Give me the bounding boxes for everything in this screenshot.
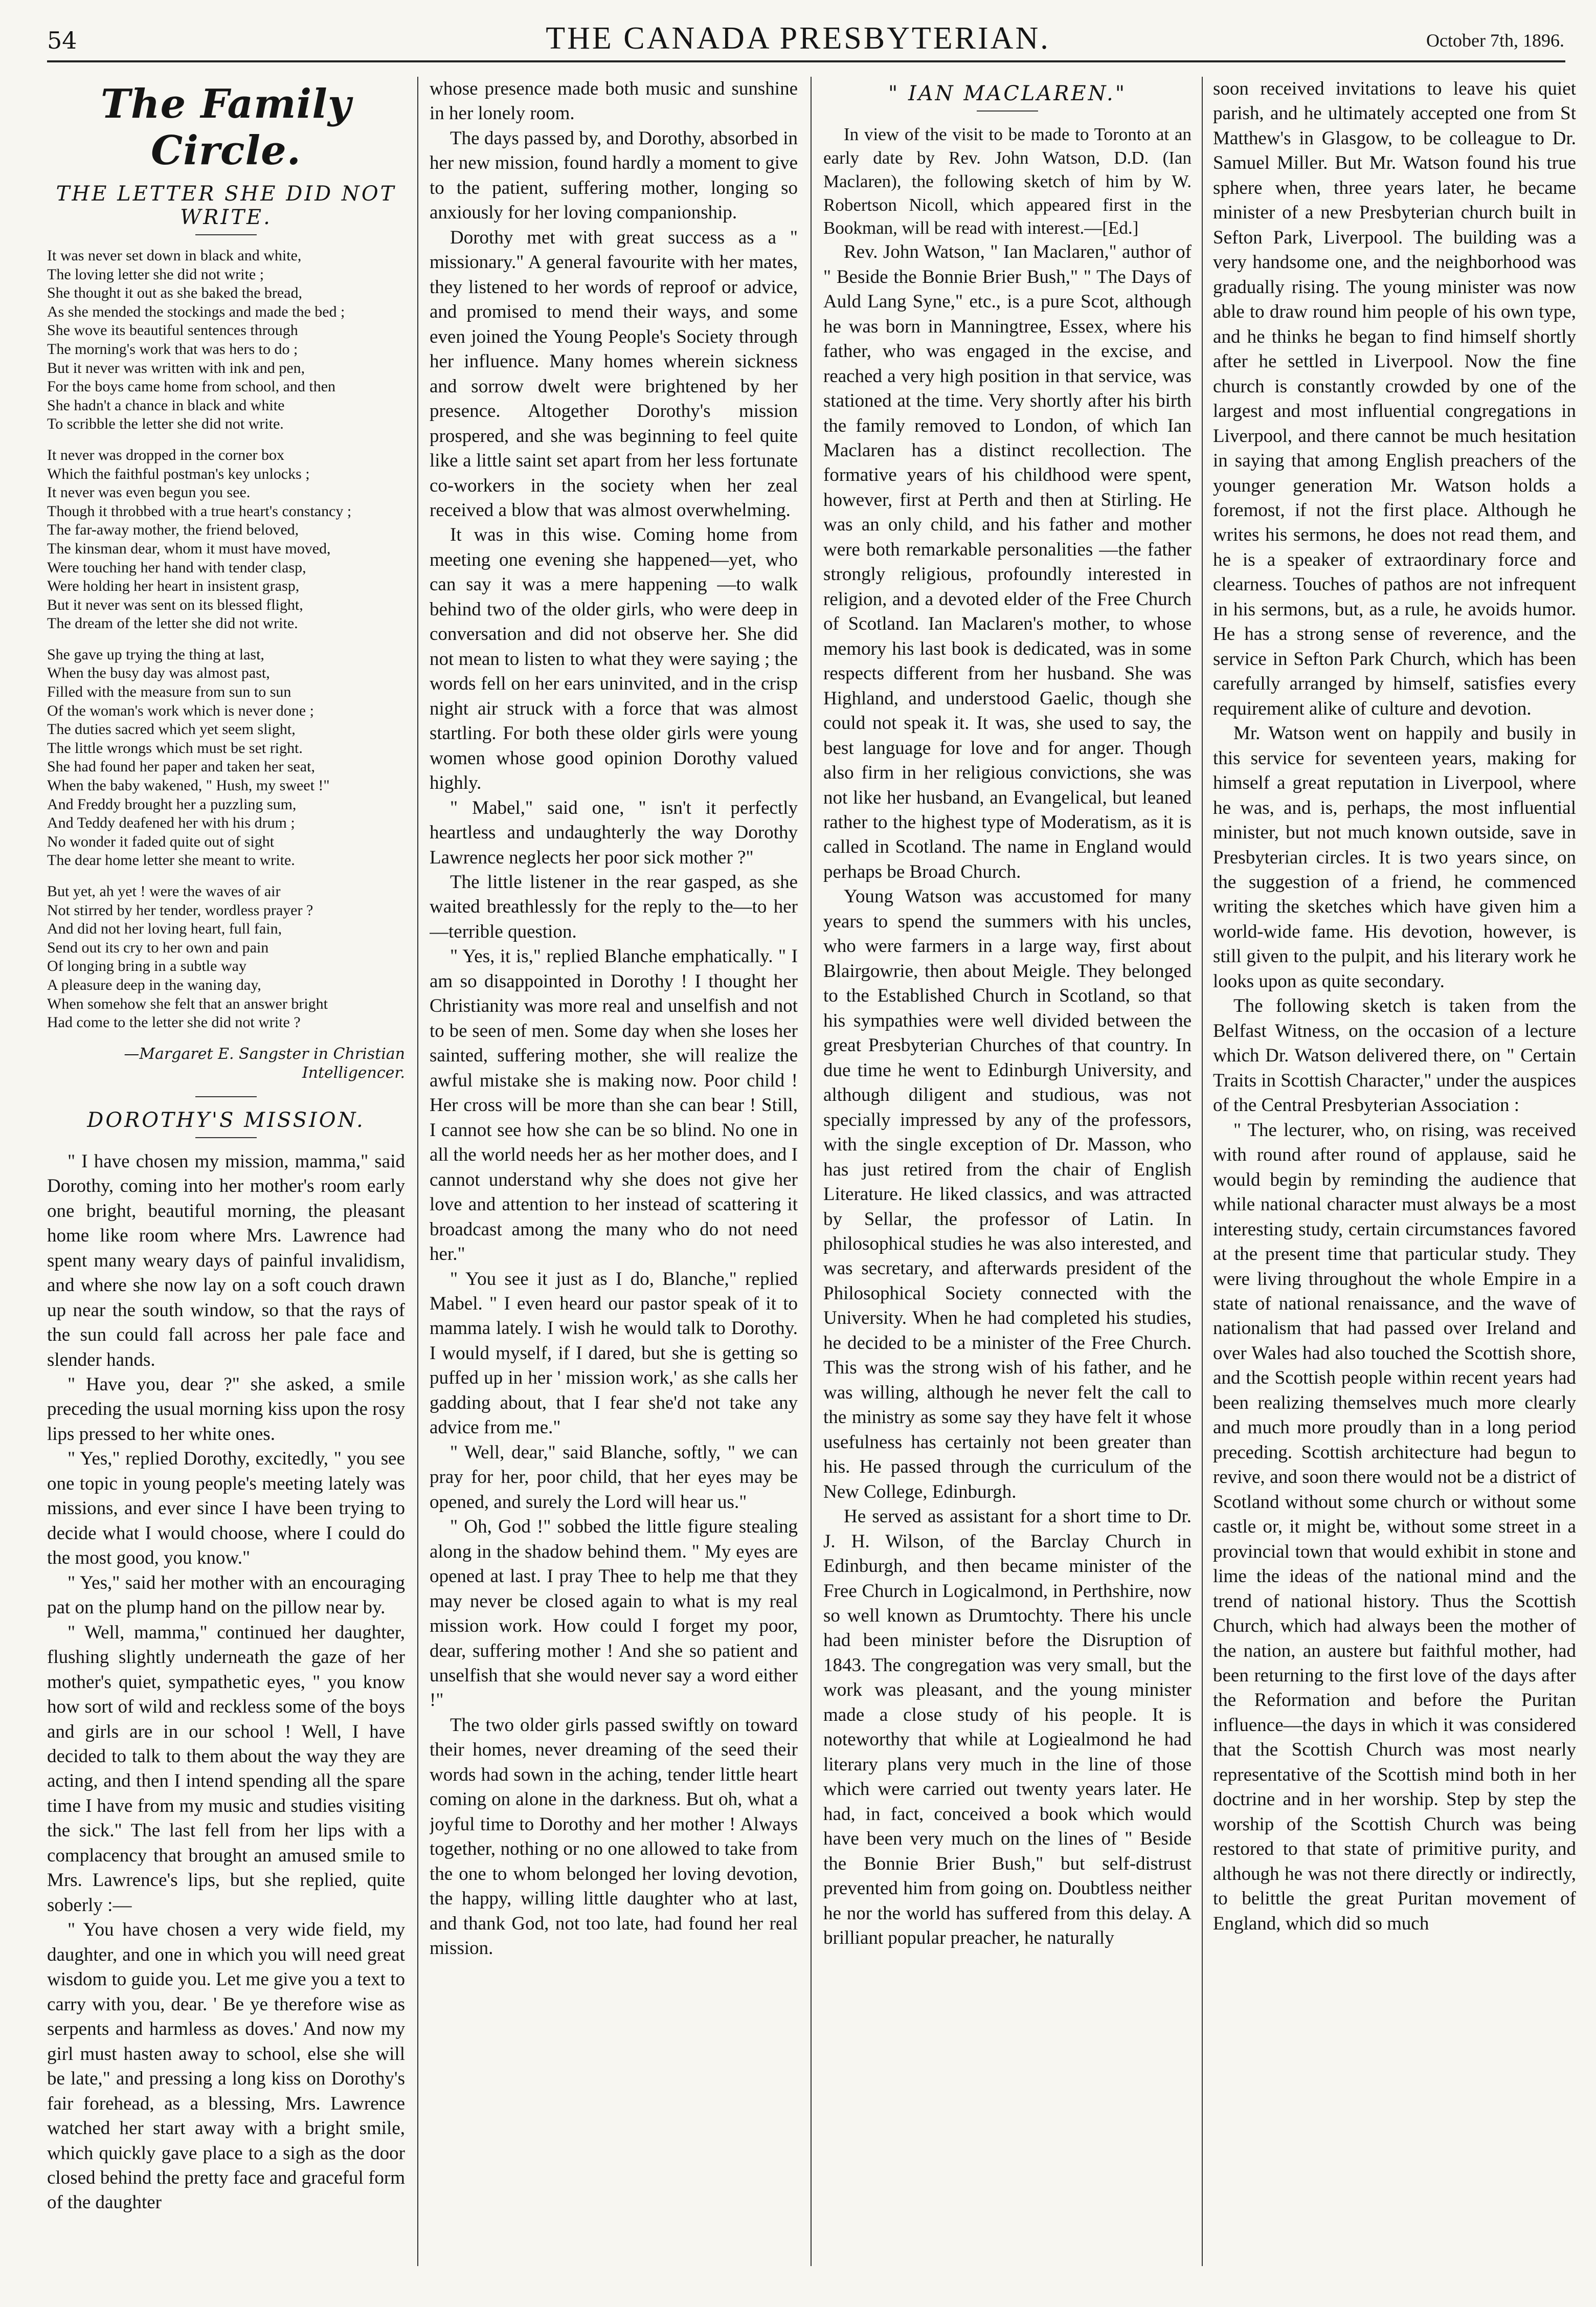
poem-line: And Teddy deafened her with his drum ; bbox=[47, 814, 295, 832]
page-number: 54 bbox=[47, 27, 77, 54]
poem-line: The far-away mother, the friend beloved, bbox=[47, 521, 299, 539]
poem-stanza bbox=[47, 882, 405, 1032]
poem-stanza bbox=[47, 446, 405, 633]
paragraph: The following sketch is taken from the Belfast Witness, on the occasion of a lecture which Dr. Watson delivered there, on " Certain Traits in Scottish Character," under the auspices of the Central Presbyterian Association : bbox=[1213, 995, 1576, 1116]
paragraph: " Well, mamma," continued her daughter, flushing slightly underneath the gaze of her mother's quiet, sympathetic eyes, " you know how sort of wild and reckless some of the boys and girls are in our school ! Well, I have decided to talk to them about the way they are acting, and then I intend spending all the spare time I have from my music and studies visiting the sick." The last fell from her lips with a complacency that brought an amused smile to Mrs. Lawrence's lips, but she replied, quite soberly :— bbox=[47, 1622, 405, 1916]
paragraph: " I have chosen my mission, mamma," said Dorothy, coming into her mother's room early one bright, beautiful morning, the pleasant home like room where Mrs. Lawrence had spent many weary days of painful invalidism, and where she now lay on a soft couch drawn up near the south window, so that the rays of the sun could fall across her pale face and slender hands. bbox=[47, 1150, 405, 1370]
poem-stanza bbox=[47, 247, 405, 434]
poem-line: To scribble the letter she did not write. bbox=[47, 415, 284, 433]
column-1 bbox=[47, 77, 405, 2276]
column-3 bbox=[823, 77, 1192, 2276]
poem-line: She gave up trying the thing at last, bbox=[47, 646, 264, 663]
poem-line: Filled with the measure from sun to sun bbox=[47, 683, 291, 701]
poem-line: She hadn't a chance in black and white bbox=[47, 396, 285, 414]
poem-line: When the baby wakened, " Hush, my sweet !" bbox=[47, 777, 330, 794]
poem-line: As she mended the stockings and made the bed ; bbox=[47, 303, 345, 320]
paragraph: Dorothy met with great success as a " missionary." A general favourite with her mates, they listened to her words of reproof or advice, and promised to mend their ways, and some even joined the Young People's Society through her influence. Many homes wherein sickness and sorrow dwelt were brightened by her presence. Altogether Dorothy's mission prospered, and she was beginning to feel quite like a little saint set apart from her less fortunate co-workers in the society when her zeal received a blow that was almost overwhelming. bbox=[430, 227, 798, 521]
poem-line: The duties sacred which yet seem slight, bbox=[47, 721, 296, 738]
poem-line: The dear home letter she meant to write. bbox=[47, 852, 295, 869]
story-title: DOROTHY'S MISSION. bbox=[87, 1108, 365, 1132]
paragraph: whose presence made both music and sunshine in her lonely room. bbox=[430, 78, 798, 124]
editor-note: In view of the visit to be made to Toronto at an early date by Rev. John Watson, D.D. (Ian Maclaren), the following sketch of him by W. Robertson Nicoll, which appeared first in the Bookman, will be read with interest.—[Ed.] bbox=[823, 124, 1192, 238]
poem-line: Though it throbbed with a true heart's constancy ; bbox=[47, 502, 352, 520]
paragraph: " Oh, God !" sobbed the little figure stealing along in the shadow behind them. " My eyes are opened at last. I pray Thee to help me that they may never be closed again to what is my real mission work. How could I forget my poor, dear, suffering mother ! And she so patient and unselfish that she would never say a word either !" bbox=[430, 1516, 798, 1711]
poem-line: The little wrongs which must be set right. bbox=[47, 739, 303, 757]
column-divider bbox=[1202, 77, 1203, 2266]
poem-line: Not stirred by her tender, wordless prayer ? bbox=[47, 901, 313, 919]
column-4 bbox=[1213, 77, 1576, 2276]
poem-line: She thought it out as she baked the bread, bbox=[47, 284, 303, 302]
poem-body bbox=[47, 247, 405, 1032]
paragraph: " Well, dear," said Blanche, softly, " we can pray for her, poor child, that her eyes may be opened, and surely the Lord will hear us." bbox=[430, 1441, 798, 1513]
poem-line: The kinsman dear, whom it must have moved, bbox=[47, 540, 331, 557]
poem-line: It never was even begun you see. bbox=[47, 484, 251, 501]
poem-line: But it never was sent on its blessed flight, bbox=[47, 596, 303, 613]
poem-line: It was never set down in black and white, bbox=[47, 247, 302, 264]
poem-line: But yet, ah yet ! were the waves of air bbox=[47, 883, 281, 900]
paragraph: The days passed by, and Dorothy, absorbed in her new mission, found hardly a moment to give to the patient, suffering mother, longing so anxiously for her loving companionship. bbox=[430, 127, 798, 224]
paragraph: " Yes," said her mother with an encouraging pat on the plump hand on the pillow near by. bbox=[47, 1572, 405, 1618]
title-rule bbox=[977, 110, 1038, 112]
paragraph: The two older girls passed swiftly on toward their homes, never dreaming of the seed their words had sown in the aching, tender little heart coming on alone in the darkness. But oh, what a joyful time to Dorothy and her mother ! Always together, nothing or no one allowed to take from the one to whom belonged her loving devotion, the happy, willing little daughter who at last, and thank God, not too late, had found her real mission. bbox=[430, 1714, 798, 1959]
header-rule bbox=[47, 60, 1565, 62]
poem-line: No wonder it faded quite out of sight bbox=[47, 833, 275, 850]
paragraph: " You see it just as I do, Blanche," replied Mabel. " I even heard our pastor speak of it to mamma lately. I wish he would talk to Dorothy. I would myself, if I dared, but she is getting so puffed up in her ' mission work,' as she calls her gadding about, that I fear she'd not take any advice from me." bbox=[430, 1268, 798, 1438]
poem-line: Were touching her hand with tender clasp, bbox=[47, 559, 306, 576]
poem-line: And Freddy brought her a puzzling sum, bbox=[47, 795, 297, 813]
article-text bbox=[823, 123, 1192, 1951]
paragraph: " Yes, it is," replied Blanche emphatically. " I am so disappointed in Dorothy ! I thought her Christianity was more real and unselfish and not to be seen of men. Some day when she loses her sainted, suffering mother, she will realize the awful mistake she is making now. Poor child ! Her cross will be more than she can bear ! Still, I cannot see how she can be so blind. No one in all the world needs her as her mother does, and I cannot understand why she does not give her love and attention to her instead of scattering it broadcast among the many who do not need her." bbox=[430, 946, 798, 1265]
poem-line: And did not her loving heart, full fain, bbox=[47, 920, 282, 938]
column-divider bbox=[811, 77, 812, 2266]
section-rule bbox=[195, 1096, 257, 1097]
story-text bbox=[47, 1149, 405, 2215]
title-rule bbox=[195, 1137, 257, 1138]
paragraph: The little listener in the rear gasped, as she waited breathlessly for the reply to the—to her—terrible question. bbox=[430, 872, 798, 942]
poem-line: Of the woman's work which is never done ; bbox=[47, 702, 314, 719]
poem-line: The loving letter she did not write ; bbox=[47, 265, 264, 283]
article-text-continued bbox=[1213, 77, 1576, 1936]
section-masthead: The Family Circle. bbox=[100, 81, 352, 174]
poem-attribution: —Margaret E. Sangster in Christian Intelligencer. bbox=[124, 1045, 405, 1082]
poem-line: It never was dropped in the corner box bbox=[47, 446, 285, 463]
paragraph: Rev. John Watson, " Ian Maclaren," author of " Beside the Bonnie Brier Bush," " The Days of Auld Lang Syne," etc., is a pure Scot, although he was born in Manningtree, Essex, where his father, who was engaged in the excise, and reached a very high position in that service, was stationed at the time. Very shortly after his birth the family removed to London, of which Ian Maclaren has a distinct recollection. The formative years of his childhood were spent, however, first at Perth and then at Stirling. He was an only child, and his father and mother were both remarkable personalities —the father strongly religious, profoundly interested in religion, and a devoted elder of the Free Church of Scotland. Ian Maclaren's mother, to whose memory his last book is dedicated, was in some respects different from her husband. She was Highland, and understood Gaelic, though she could not speak it. It was, she used to say, the best language for love and for anger. Though also firm in her religious convictions, she was not like her husband, an Evangelical, but leaned rather to the highest type of Moderatism, as it is called in Scotland. The name in England would perhaps be Broad Church. bbox=[823, 241, 1192, 882]
paragraph: He served as assistant for a short time to Dr. J. H. Wilson, of the Barclay Church in Edinburgh, and then became minister of the Free Church in Logicalmond, in Perthshire, now so well known as Drumtochty. There his uncle had been minister before the Disruption of 1843. The congregation was very small, but the work was pleasant, and the young minister made a close study of his people. It is noteworthy that while at Logiealmond he had literary plans very much in the line of those which were carried out twenty years later. He had, in fact, conceived a book which would have been very much on the lines of " Beside the Bonnie Brier Bush," but self-distrust prevented him from going on. Doubtless neither he nor the world has suffered from this delay. A brilliant popular preacher, he naturally bbox=[823, 1506, 1192, 1949]
story-text-continued bbox=[430, 77, 798, 1961]
title-rule bbox=[195, 234, 257, 235]
issue-date: October 7th, 1896. bbox=[1426, 30, 1564, 51]
poem-line: When the busy day was almost past, bbox=[47, 664, 270, 682]
paragraph: " Have you, dear ?" she asked, a smile preceding the usual morning kiss upon the rosy lips pressed to her white ones. bbox=[47, 1373, 405, 1445]
publication-title: THE CANADA PRESBYTERIAN. bbox=[546, 21, 1050, 56]
poem-line: Of longing bring in a subtle way bbox=[47, 958, 246, 975]
article-title: " IAN MACLAREN." bbox=[888, 82, 1127, 105]
paragraph: " Mabel," said one, " isn't it perfectly heartless and undaughterly the way Dorothy Lawrence neglects her poor sick mother ?" bbox=[430, 797, 798, 868]
paragraph: It was in this wise. Coming home from meeting one evening she happened—yet, who can say it was a mere happening —to walk behind two of the older girls, who were deep in conversation and did not observe her. She did not mean to listen to what they were saying ; the words fell on her ears uninvited, and in the crisp night air struck with a force that was almost startling. For both these older girls were young women whose good opinion Dorothy valued highly. bbox=[430, 524, 798, 794]
poem-line: Were holding her heart in insistent grasp, bbox=[47, 578, 300, 595]
paragraph: Mr. Watson went on happily and busily in this service for seventeen years, making for himself a great reputation in Liverpool, where he was, and is, perhaps, the most influential minister, but not much known outside, save in Presbyterian circles. It is two years since, on the suggestion of a friend, he commenced writing the sketches which have given him a world-wide fame. His devotion, however, is still given to the pulpit, and his literary work he looks upon as quite secondary. bbox=[1213, 723, 1576, 992]
paragraph: " Yes," replied Dorothy, excitedly, " you see one topic in young people's meeting lately was missions, and ever since I have been trying to decide what I would choose, where I could do the most good, you know." bbox=[47, 1448, 405, 1569]
poem-line: The dream of the letter she did not write. bbox=[47, 615, 298, 632]
poem-line: She had found her paper and taken her seat, bbox=[47, 758, 315, 775]
poem-line: For the boys came home from school, and then bbox=[47, 378, 336, 395]
poem-stanza bbox=[47, 646, 405, 870]
poem-line: Which the faithful postman's key unlocks ; bbox=[47, 465, 310, 482]
poem-line: When somehow she felt that an answer bright bbox=[47, 995, 328, 1012]
column-2 bbox=[430, 77, 798, 2276]
poem-line: She wove its beautiful sentences through bbox=[47, 322, 298, 339]
poem-title: THE LETTER SHE DID NOT WRITE. bbox=[56, 182, 396, 229]
poem-line: Send out its cry to her own and pain bbox=[47, 939, 269, 956]
poem-line: But it never was written with ink and pen, bbox=[47, 359, 305, 376]
paragraph: " The lecturer, who, on rising, was received with round after round of applause, said he would begin by reminding the audience that while national character must always be a most interesting study, certain circumstances favored at the present time that particular study. They were living throughout the whole Empire in a state of national renaissance, and the wave of nationalism that had passed over Ireland and over Wales had also touched the Scottish shore, and the Scottish people within recent years had been realizing themselves much more clearly and much more proudly than in a long period preceding. Scottish architecture had begun to revive, and soon there would not be a district of Scotland without some church or without some castle or, it might be, without some street in a provincial town that would exhibit in stone and lime the ideas of the national mind and the trend of national history. Thus the Scottish Church, which had always been the mother of the nation, an austere but faithful mother, had been returning to the first love of the days after the Reformation and before the Puritan influence—the days in which it was considered that the Scottish Church was most nearly representative of the Scottish mind both in her doctrine and in her worship. Step by step the worship of the Scottish Church was being restored to that state of primitive purity, and although he was not there directly or indirectly, to belittle the great Puritan movement of England, which did so much bbox=[1213, 1119, 1576, 1934]
poem-line: A pleasure deep in the waning day, bbox=[47, 976, 261, 993]
poem-line: The morning's work that was hers to do ; bbox=[47, 340, 298, 358]
paragraph: Young Watson was accustomed for many years to spend the summers with his uncles, who were farmers in a large way, first about Blairgowrie, then about Meigle. They belonged to the Established Church in Scotland, so that his sympathies were well divided between the great Presbyterian Churches of that country. In due time he went to Edinburgh University, and although diligent and studious, was not specially impressed by any of the professors, with the single exception of Dr. Masson, who has just retired from the chair of English Literature. He liked classics, and was attracted by Sellar, the professor of Latin. In philosophical studies he was also interested, and was secretary, and afterwards president of the Philosophical Society connected with the University. When he had completed his studies, he decided to be a minister of the Free Church. This was the strong wish of his father, and he was willing, although he never felt the call to the ministry as some say they have felt it whose usefulness has certainly not been greater than his. He passed through the curriculum of the New College, Edinburgh. bbox=[823, 886, 1192, 1502]
column-divider bbox=[417, 77, 418, 2266]
paragraph: soon received invitations to leave his quiet parish, and he ultimately accepted one from St Matthew's in Glasgow, to be colleague to Dr. Samuel Miller. But Mr. Watson found his true sphere when, three years later, he became minister of a new Presbyterian church built in Sefton Park, Liverpool. The building was a very handsome one, and the neighborhood was gradually rising. The young minister was now able to draw round him people of his own type, and he thinks he began to find himself shortly after he settled in Liverpool. Now the fine church is constantly crowded by one of the largest and most influential congregations in Liverpool, and there cannot be much hesitation in saying that among English preachers of the younger generation Mr. Watson holds a foremost, if not the first place. Although he writes his sermons, he does not read them, and he is a speaker of extraordinary force and clearness. Touches of pathos are not infrequent in his sermons, but, as a rule, he avoids humor. He has a strong sense of reverence, and the service in Sefton Park Church, which has been carefully arranged by himself, satisfies every requirement alike of culture and devotion. bbox=[1213, 78, 1576, 719]
poem-line: Had come to the letter she did not write ? bbox=[47, 1014, 301, 1031]
paragraph: " You have chosen a very wide field, my daughter, and one in which you will need great wisdom to guide you. Let me give you a text to carry with you, dear. ' Be ye therefore wise as serpents and harmless as doves.' And now my girl must hasten away to school, else she will be late," and pressing a long kiss on Dorothy's fair forehead, as a blessing, Mrs. Lawrence watched her start away with a bright smile, which quickly gave place to a sigh as the door closed behind the pretty face and graceful form of the daughter bbox=[47, 1919, 405, 2213]
